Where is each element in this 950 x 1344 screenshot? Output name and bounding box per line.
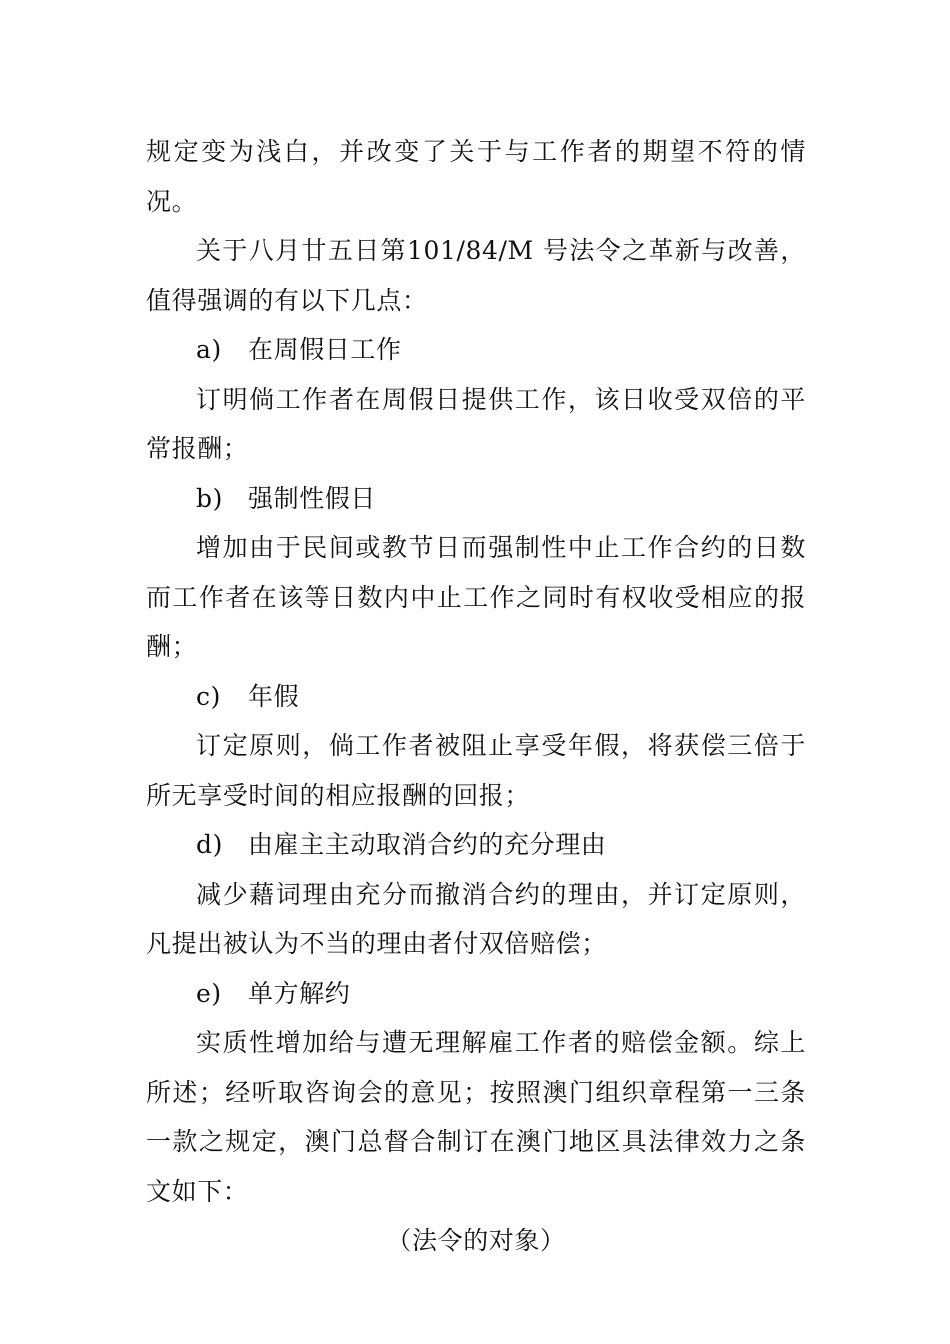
section-heading: （法令的对象） xyxy=(386,1226,566,1255)
list-item-b xyxy=(146,474,806,524)
paragraph-a: 订明倘工作者在周假日提供工作，该日收受双倍的平常报酬； xyxy=(146,384,806,463)
item-letter: e) xyxy=(196,978,222,1008)
paragraph-d: 减少藉词理由充分而撤消合约的理由，并订定原则，凡提出被认为不当的理由者付双倍赔偿； xyxy=(146,879,806,958)
item-letter: a) xyxy=(196,335,222,364)
item-letter: d) xyxy=(196,830,223,859)
paragraph-c: 订定原则，倘工作者被阻止享受年假，将获偿三倍于所无享受时间的相应报酬的回报； xyxy=(146,731,806,810)
list-item-a xyxy=(146,325,806,375)
list-item-c xyxy=(146,672,806,722)
paragraph-e: 实质性增加给与遭无理解雇工作者的赔偿金额。综上所述；经听取咨询会的意见；按照澳门组织章程第一三条一款之规定，澳门总督合制订在澳门地区具法律效力之条文如下： xyxy=(146,1028,806,1206)
item-title: 年假 xyxy=(248,681,300,711)
paragraph-continued: 规定变为浅白，并改变了关于与工作者的期望不符的情况。 xyxy=(146,137,806,216)
item-letter: b) xyxy=(196,483,223,513)
item-title: 单方解约 xyxy=(248,978,351,1008)
item-letter: c) xyxy=(196,681,221,711)
paragraph-intro: 关于八月廿五日第101/84/M 号法令之革新与改善，值得强调的有以下几点： xyxy=(146,236,806,315)
list-item-d xyxy=(146,820,806,870)
document-body xyxy=(146,127,806,1266)
item-title: 强制性假日 xyxy=(248,483,377,513)
item-title: 在周假日工作 xyxy=(248,335,402,364)
item-title: 由雇主主动取消合约的充分理由 xyxy=(248,830,607,859)
paragraph-b: 增加由于民间或教节日而强制性中止工作合约的日数而工作者在该等日数内中止工作之同时有权收受相应的报酬； xyxy=(146,533,806,661)
list-item-e xyxy=(146,969,806,1019)
